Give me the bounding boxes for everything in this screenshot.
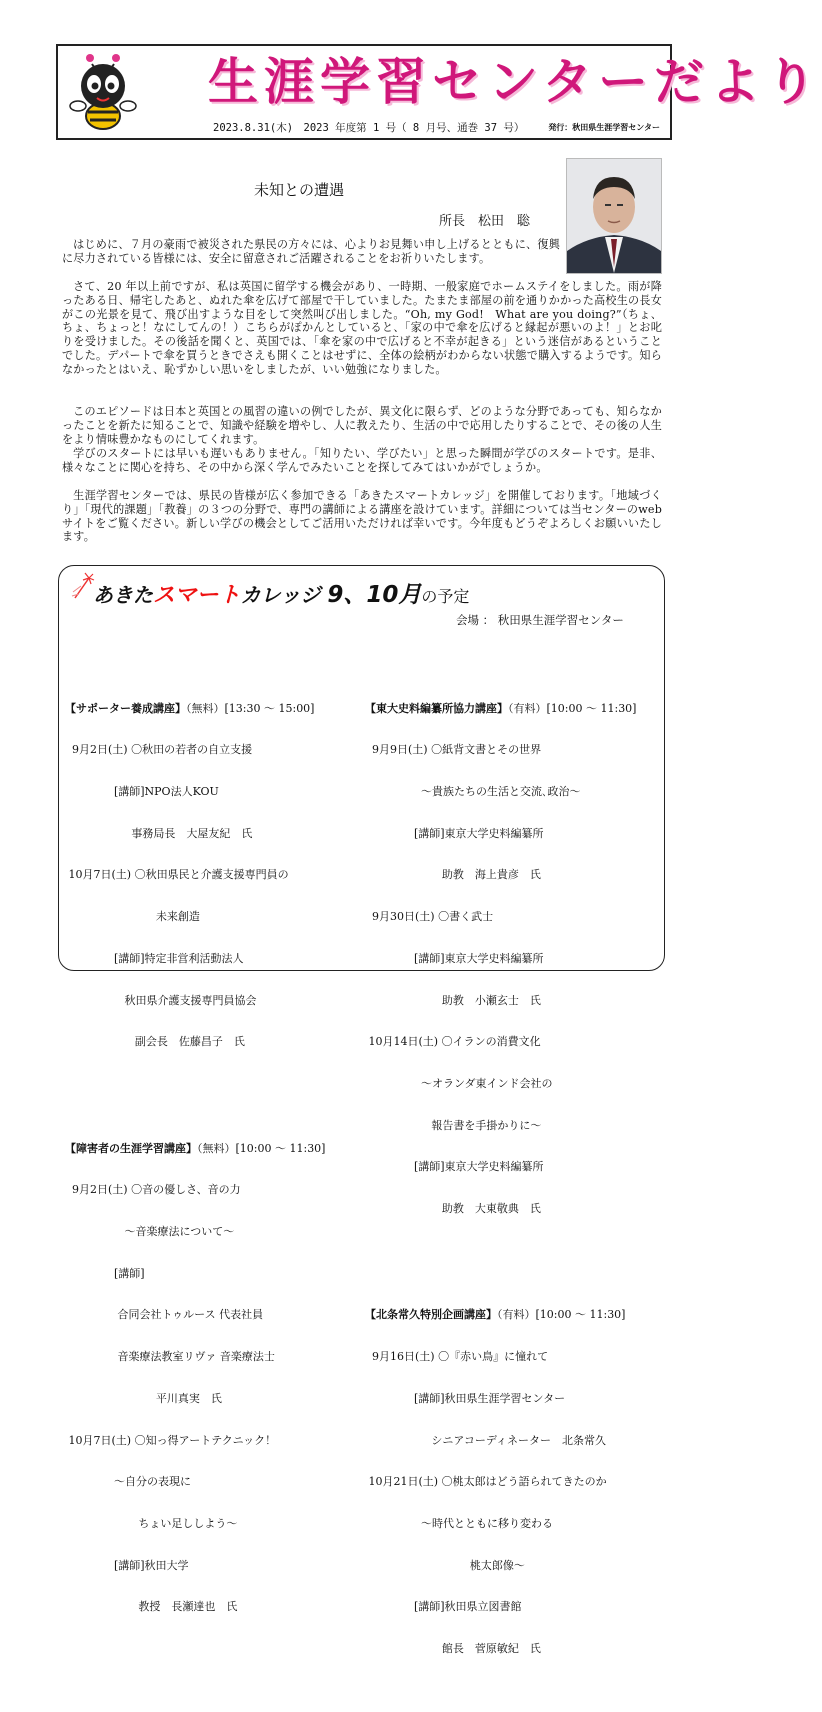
- course-line: 9月2日(土) 〇秋田の若者の自立支援: [65, 743, 253, 757]
- bee-mascot-icon: [68, 50, 138, 134]
- course-line: 合同会社トゥルース 代表社員: [65, 1308, 264, 1322]
- course-line: [講師]NPO法人KOU: [65, 785, 219, 799]
- course-line: 教授 長瀬達也 氏: [65, 1600, 238, 1614]
- course-line: 9月9日(土) 〇紙背文書とその世界: [365, 743, 542, 757]
- course-line: [講師]東京大学史料編纂所: [365, 1160, 544, 1174]
- course-line: 9月16日(土) 〇『赤い鳥』に憧れて: [365, 1350, 549, 1364]
- course-line: 館長 菅原敏紀 氏: [365, 1642, 541, 1656]
- course-line: [講師]東京大学史料編纂所: [365, 951, 544, 965]
- course-line: [講師]秋田県生涯学習センター: [365, 1391, 566, 1405]
- article-title: 未知との遭遇: [254, 181, 345, 199]
- publisher: 発行：秋田県生涯学習センター: [548, 123, 660, 132]
- venue: 会場 ： 秋田県生涯学習センター: [456, 613, 624, 627]
- course-line: 平川真実 氏: [65, 1391, 222, 1405]
- course-line: ～貴族たちの生活と交流､政治～: [365, 785, 581, 799]
- course-line: 10月14日(土) 〇イランの消費文化: [365, 1035, 541, 1049]
- course-line: 助教 小瀬玄士 氏: [365, 993, 541, 1007]
- course-line: 10月7日(土) 〇知っ得アートテクニック！: [65, 1433, 277, 1447]
- course-line: 10月7日(土) 〇秋田県民と介護支援専門員の: [65, 868, 289, 882]
- course-line: 助教 海上貴彦 氏: [365, 868, 541, 882]
- course-section: 【東大史料編纂所協力講座】（有料）[10:00 ～ 11:30] 9月9日(土) 〇紙背文書とその世界 ～貴族たちの生活と交流､政治～ [講師]東京大学史料編纂所 助教 海上貴彦 氏 9月30日(土) 〇書く武士 [講師]東京大学史料編纂所 助教 小瀬玄士 氏 10月14日(土) 〇イランの消費文化 ～オランダ東インド会社の 報告書を手掛かりに～ [講師]東京大学史料編纂所 助教 大東敬典 氏: [365, 674, 661, 1244]
- course-line: 副会長 佐藤昌子 氏: [65, 1035, 245, 1049]
- issue-info: 2023.8.31(木) 2023 年度第 1 号（ 8 月号、通巻 37 号）: [213, 122, 525, 134]
- article-paragraph: はじめに、７月の豪雨で被災された県民の方々には、心よりお見舞い申し上げるとともに、復興に尽力されている皆様には、安全に留意されご活躍されることをお祈りいたします。: [62, 238, 560, 265]
- course-line: ちょい足ししよう～: [65, 1516, 238, 1530]
- course-line: [講師]: [65, 1266, 145, 1280]
- firework-icon: [69, 572, 95, 602]
- course-line: ～オランダ東インド会社の: [365, 1076, 553, 1090]
- course-line: 報告書を手掛かりに～: [365, 1118, 542, 1132]
- newsletter-title: 生涯学習センターだより: [208, 53, 822, 111]
- course-line: 秋田県介護支援専門員協会: [65, 993, 257, 1007]
- course-line: [講師]秋田県立図書館: [365, 1600, 522, 1614]
- course-line: 10月21日(土) 〇桃太郎はどう語られてきたのか: [365, 1475, 607, 1489]
- course-line: ～音楽療法について～: [65, 1224, 235, 1238]
- course-line: ～自分の表現に: [65, 1475, 191, 1489]
- course-line: 助教 大東敬典 氏: [365, 1202, 541, 1216]
- newsletter-header: [56, 44, 822, 140]
- schedule-title: あきたスマートカレッジ 9、10月の予定: [93, 582, 470, 608]
- course-line: ～時代とともに移り変わる: [365, 1516, 553, 1530]
- course-section: 【北条常久特別企画講座】（有料）[10:00 ～ 11:30] 9月16日(土) 〇『赤い鳥』に憧れて [講師]秋田県生涯学習センター シニアコーディネーター 北条常久 10月21日(土) 〇桃太郎はどう語られてきたのか ～時代とともに移り変わる 桃太郎像～ [講師]秋田県立図書館 館長 菅原敏紀 氏: [365, 1281, 661, 1684]
- course-line: 桃太郎像～: [365, 1558, 525, 1572]
- course-line: 9月30日(土) 〇書く武士: [365, 910, 494, 924]
- course-section: 【障害者の生涯学習講座】（無料）[10:00 ～ 11:30] 9月2日(土) 〇音の優しさ、音の力 ～音楽療法について～ [講師] 合同会社トゥルース 代表社員 音楽療法教室リヴァ 音楽療法士 平川真実 氏 10月7日(土) 〇知っ得アートテクニック！ ～自分の表現に ちょい足ししよう～ [講師]秋田大学 教授 長瀬達也 氏: [65, 1114, 357, 1642]
- article-paragraph: 生涯学習センターでは、県民の皆様が広く参加できる「あきたスマートカレッジ」を開催しております。「地域づくり」「現代的課題」「教養」の３つの分野で、専門の講師による講座を設けています。詳細については当センターのwebサイトをご覧ください。新しい学びの機会としてご活用いただければ幸いです。今年度もどうぞよろしくお願いいたします。: [62, 489, 662, 544]
- schedule-box: [58, 565, 665, 1656]
- course-line: 未来創造: [65, 910, 200, 924]
- article-paragraph: さて、20 年以上前ですが、私は英国に留学する機会があり、一時期、一般家庭でホームステイをしました。雨が降ったある日、帰宅したあと、ぬれた傘を広げて部屋で干していました。たまたま部屋の前を通りかかった高校生の長女がこの光景を見て、飛び出すような目をして突然叫び出しました。“Oh, my God! What are you doing?”（ちょ、ちょ、ちょっと！なにしてんの！）こちらがぽかんとしていると、「家の中で傘を広げると縁起が悪いのよ！」とお叱りを受けました。その後話を聞くと、英国では、「傘を家の中で広げると不幸が起きる」という迷信があるということでした。デパートで傘を買うときでさえも開くことはせずに、全体の絵柄がわからない状態で購入するようです。知らなかったとはいえ、恥ずかしい思いをしましたが、いい勉強になりました。: [62, 280, 662, 376]
- course-line: 事務局長 大屋友紀 氏: [65, 826, 253, 840]
- schedule-column-right: [365, 646, 661, 1712]
- course-line: シニアコーディネーター 北条常久: [365, 1433, 607, 1447]
- article-paragraph: 学びのスタートには早いも遅いもありません。「知りたい、学びたい」と思った瞬間が学びのスタートです。是非、様々なことに関心を持ち、その中から深く学んでみたいことを探してみてはいかがでしょうか。: [62, 447, 662, 474]
- course-line: [講師]秋田大学: [65, 1558, 189, 1572]
- schedule-column-left: [65, 646, 357, 1670]
- course-line: [講師]特定非営利活動法人: [65, 951, 244, 965]
- article-author: 所長 松田 聡: [439, 214, 531, 229]
- course-line: 音楽療法教室リヴァ 音楽療法士: [65, 1350, 275, 1364]
- course-section: 【サポーター養成講座】（無料）[13:30 ～ 15:00] 9月2日(土) 〇秋田の若者の自立支援 [講師]NPO法人KOU 事務局長 大屋友紀 氏 10月7日(土) 〇秋田県民と介護支援専門員の 未来創造 [講師]特定非営利活動法人 秋田県介護支援専門員協会 副会長 佐藤昌子 氏: [65, 674, 357, 1077]
- portrait-photo: [566, 158, 662, 274]
- course-line: [講師]東京大学史料編纂所: [365, 826, 544, 840]
- course-line: 9月2日(土) 〇音の優しさ、音の力: [65, 1183, 241, 1197]
- article-paragraph: このエピソードは日本と英国との風習の違いの例でしたが、異文化に限らず、どのような分野であっても、知らなかったことを新たに知ることで、知識や経験を増やし、人に教えたり、生活の中で応用したりすることで、その後の人生をより情味豊かなものにしてくれます。: [62, 405, 662, 446]
